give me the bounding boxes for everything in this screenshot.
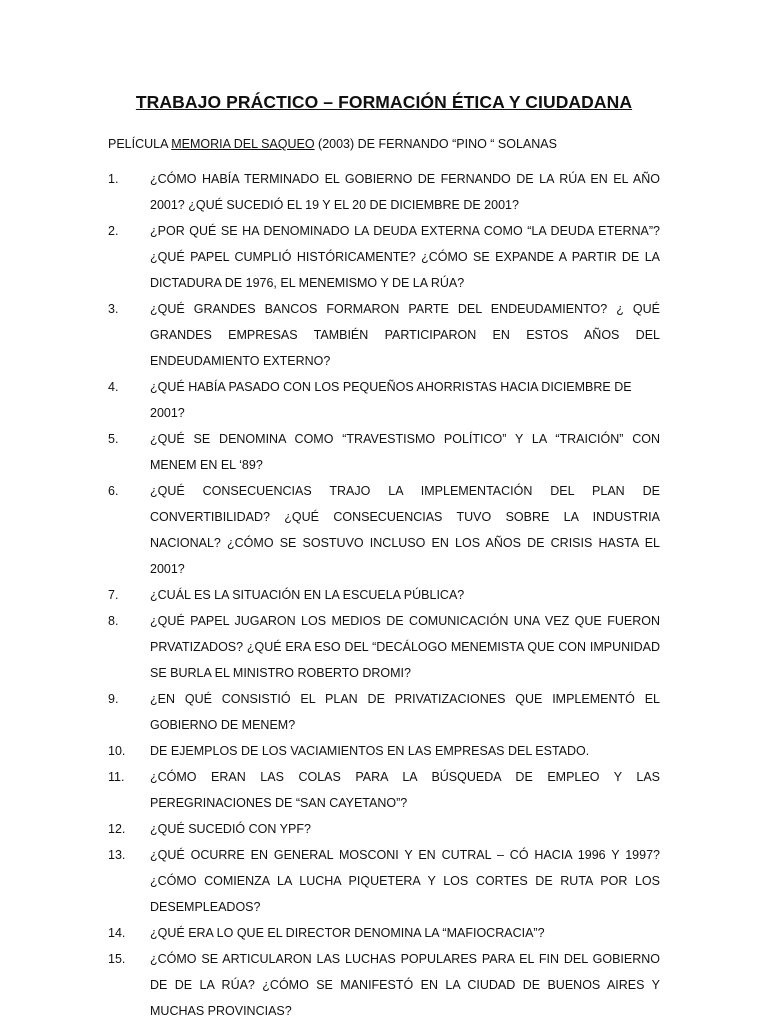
question-text: DE EJEMPLOS DE LOS VACIAMIENTOS EN LAS EMPRESAS DEL ESTADO. (150, 744, 590, 758)
question-number: 7. (108, 588, 119, 602)
film-title: MEMORIA DEL SAQUEO (171, 137, 315, 151)
question-number: 8. (108, 614, 119, 628)
question-text: ¿CÓMO HABÍA TERMINADO EL GOBIERNO DE FERNANDO DE LA RÚA EN EL AÑO 2001? ¿QUÉ SUCEDIÓ EL 19 Y EL 20 DE DICIEMBRE DE 2001? (150, 172, 660, 212)
question-number: 13. (108, 848, 126, 862)
question-number: 10. (108, 744, 126, 758)
question-text: ¿QUÉ GRANDES BANCOS FORMARON PARTE DEL ENDEUDAMIENTO? ¿ QUÉ GRANDES EMPRESAS TAMBIÉN PARTICIPARON EN ESTOS AÑOS DEL ENDEUDAMIENTO EXTERNO? (150, 302, 660, 368)
question-item (108, 166, 660, 218)
document-title: TRABAJO PRÁCTICO – FORMACIÓN ÉTICA Y CIUDADANA (135, 92, 633, 112)
question-item (108, 426, 660, 478)
question-text: ¿QUÉ HABÍA PASADO CON LOS PEQUEÑOS AHORRISTAS HACIA DICIEMBRE DE 2001? (150, 380, 632, 420)
question-text: ¿QUÉ CONSECUENCIAS TRAJO LA IMPLEMENTACIÓN DEL PLAN DE CONVERTIBILIDAD? ¿QUÉ CONSECUENCIAS TUVO SOBRE LA INDUSTRIA NACIONAL? ¿CÓMO SE SOSTUVO INCLUSO EN LOS AÑOS DE CRISIS HASTA EL 2001? (150, 484, 660, 576)
subtitle-prefix: PELÍCULA (108, 137, 172, 151)
question-text: ¿QUÉ OCURRE EN GENERAL MOSCONI Y EN CUTRAL – CÓ HACIA 1996 Y 1997? ¿CÓMO COMIENZA LA LUCHA PIQUETERA Y LOS CORTES DE RUTA POR LOS DESEMPLEADOS? (150, 848, 660, 914)
question-number: 14. (108, 926, 126, 940)
question-item (108, 738, 660, 764)
question-item (108, 842, 660, 920)
question-item (108, 218, 660, 296)
question-number: 9. (108, 692, 119, 706)
question-text: ¿QUÉ SUCEDIÓ CON YPF? (150, 822, 311, 836)
question-number: 6. (108, 484, 119, 498)
question-item (108, 582, 660, 608)
question-item (108, 816, 660, 842)
question-item (108, 920, 660, 946)
document-subtitle (108, 137, 660, 151)
question-number: 1. (108, 172, 119, 186)
question-text: ¿CÓMO ERAN LAS COLAS PARA LA BÚSQUEDA DE EMPLEO Y LAS PEREGRINACIONES DE “SAN CAYETANO”? (150, 770, 660, 810)
question-number: 15. (108, 952, 126, 966)
question-item (108, 608, 660, 686)
question-number: 5. (108, 432, 119, 446)
question-item (108, 686, 660, 738)
question-item (108, 764, 660, 816)
question-text: ¿QUÉ PAPEL JUGARON LOS MEDIOS DE COMUNICACIÓN UNA VEZ QUE FUERON PRVATIZADOS? ¿QUÉ ERA ESO DEL “DECÁLOGO MENEMISTA QUE CON IMPUNIDAD SE BURLA EL MINISTRO ROBERTO DROMI? (150, 614, 660, 680)
subtitle-suffix: (2003) DE FERNANDO “PINO “ SOLANAS (314, 137, 557, 151)
question-text: ¿CÓMO SE ARTICULARON LAS LUCHAS POPULARES PARA EL FIN DEL GOBIERNO DE DE LA RÚA? ¿CÓMO SE MANIFESTÓ EN LA CIUDAD DE BUENOS AIRES Y MUCHAS PROVINCIAS? (150, 952, 660, 1018)
question-text: ¿POR QUÉ SE HA DENOMINADO LA DEUDA EXTERNA COMO “LA DEUDA ETERNA”? ¿QUÉ PAPEL CUMPLIÓ HISTÓRICAMENTE? ¿CÓMO SE EXPANDE A PARTIR DE LA DICTADURA DE 1976, EL MENEMISMO Y DE LA RÚA? (150, 224, 660, 290)
question-item (108, 946, 660, 1024)
question-item (108, 296, 660, 374)
question-item (108, 478, 660, 582)
question-list (108, 166, 660, 1024)
question-text: ¿CUÁL ES LA SITUACIÓN EN LA ESCUELA PÚBLICA? (150, 588, 465, 602)
question-number: 4. (108, 380, 119, 394)
question-text: ¿EN QUÉ CONSISTIÓ EL PLAN DE PRIVATIZACIONES QUE IMPLEMENTÓ EL GOBIERNO DE MENEM? (150, 692, 660, 732)
question-number: 2. (108, 224, 119, 238)
question-number: 11. (108, 770, 125, 784)
question-item (108, 374, 660, 426)
question-text: ¿QUÉ SE DENOMINA COMO “TRAVESTISMO POLÍTICO” Y LA “TRAICIÓN” CON MENEM EN EL ‘89? (150, 432, 660, 472)
question-text: ¿QUÉ ERA LO QUE EL DIRECTOR DENOMINA LA “MAFIOCRACIA”? (150, 926, 545, 940)
question-number: 12. (108, 822, 126, 836)
question-number: 3. (108, 302, 119, 316)
